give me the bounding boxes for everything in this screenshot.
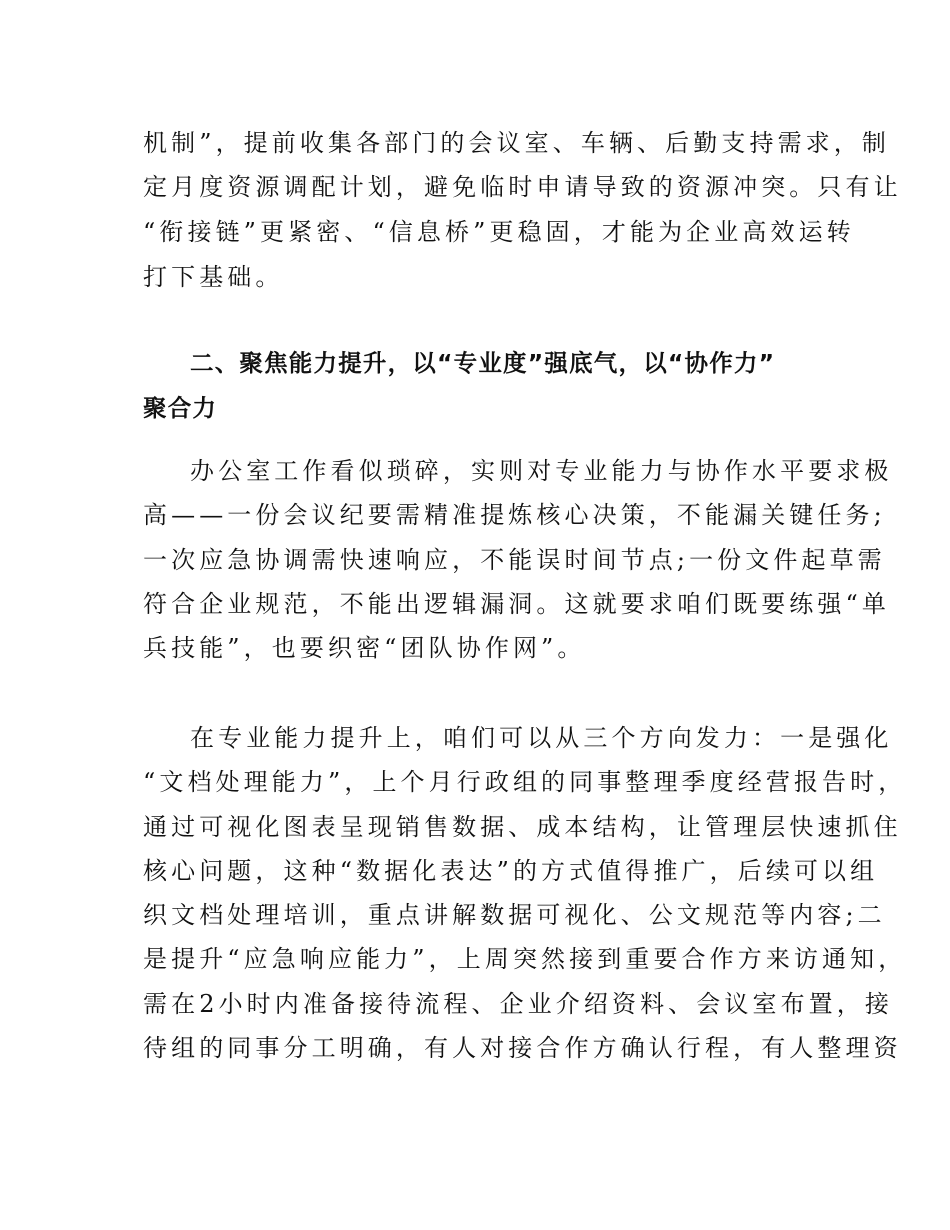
paragraph-line: 一次应急协调需快速响应，不能误时间节点;一份文件起草需 — [143, 546, 886, 574]
paragraph-line: “衔接链”更紧密、“信息桥”更稳固，才能为企业高效运转 — [143, 218, 855, 246]
section-heading: 二、聚焦能力提升，以“专业度”强底气，以“协作力” — [190, 349, 776, 377]
paragraph-line: 兵技能”，也要织密“团队协作网”。 — [143, 634, 586, 662]
paragraph-line: 核心问题，这种“数据化表达”的方式值得推广，后续可以组 — [143, 857, 879, 885]
paragraph-line: 在专业能力提升上，咱们可以从三个方向发力：一是强化 — [190, 724, 893, 752]
paragraph-line: “文档处理能力”，上个月行政组的同事整理季度经营报告时， — [143, 768, 907, 796]
paragraph-line: 办公室工作看似琐碎，实则对专业能力与协作水平要求极 — [190, 457, 893, 485]
paragraph-line: 符合企业规范，不能出逻辑漏洞。这就要求咱们既要练强“单 — [143, 590, 890, 618]
section-heading: 聚合力 — [143, 394, 218, 422]
paragraph-line: 是提升“应急响应能力”，上周突然接到重要合作方来访通知， — [143, 945, 907, 973]
paragraph-line: 高——一份会议纪要需精准提炼核心决策，不能漏关键任务; — [143, 501, 886, 529]
paragraph-line: 通过可视化图表呈现销售数据、成本结构，让管理层快速抓住 — [143, 813, 902, 841]
paragraph-line: 待组的同事分工明确，有人对接合作方确认行程，有人整理资 — [143, 1034, 902, 1062]
paragraph-line: 织文档处理培训，重点讲解数据可视化、公文规范等内容;二 — [143, 901, 886, 929]
paragraph-line: 打下基础。 — [143, 263, 284, 291]
paragraph-line: 定月度资源调配计划，避免临时申请导致的资源冲突。只有让 — [143, 173, 902, 201]
paragraph-line: 需在2小时内准备接待流程、企业介绍资料、会议室布置，接 — [143, 990, 893, 1018]
paragraph-line: 机制”，提前收集各部门的会议室、车辆、后勤支持需求，制 — [143, 129, 890, 157]
